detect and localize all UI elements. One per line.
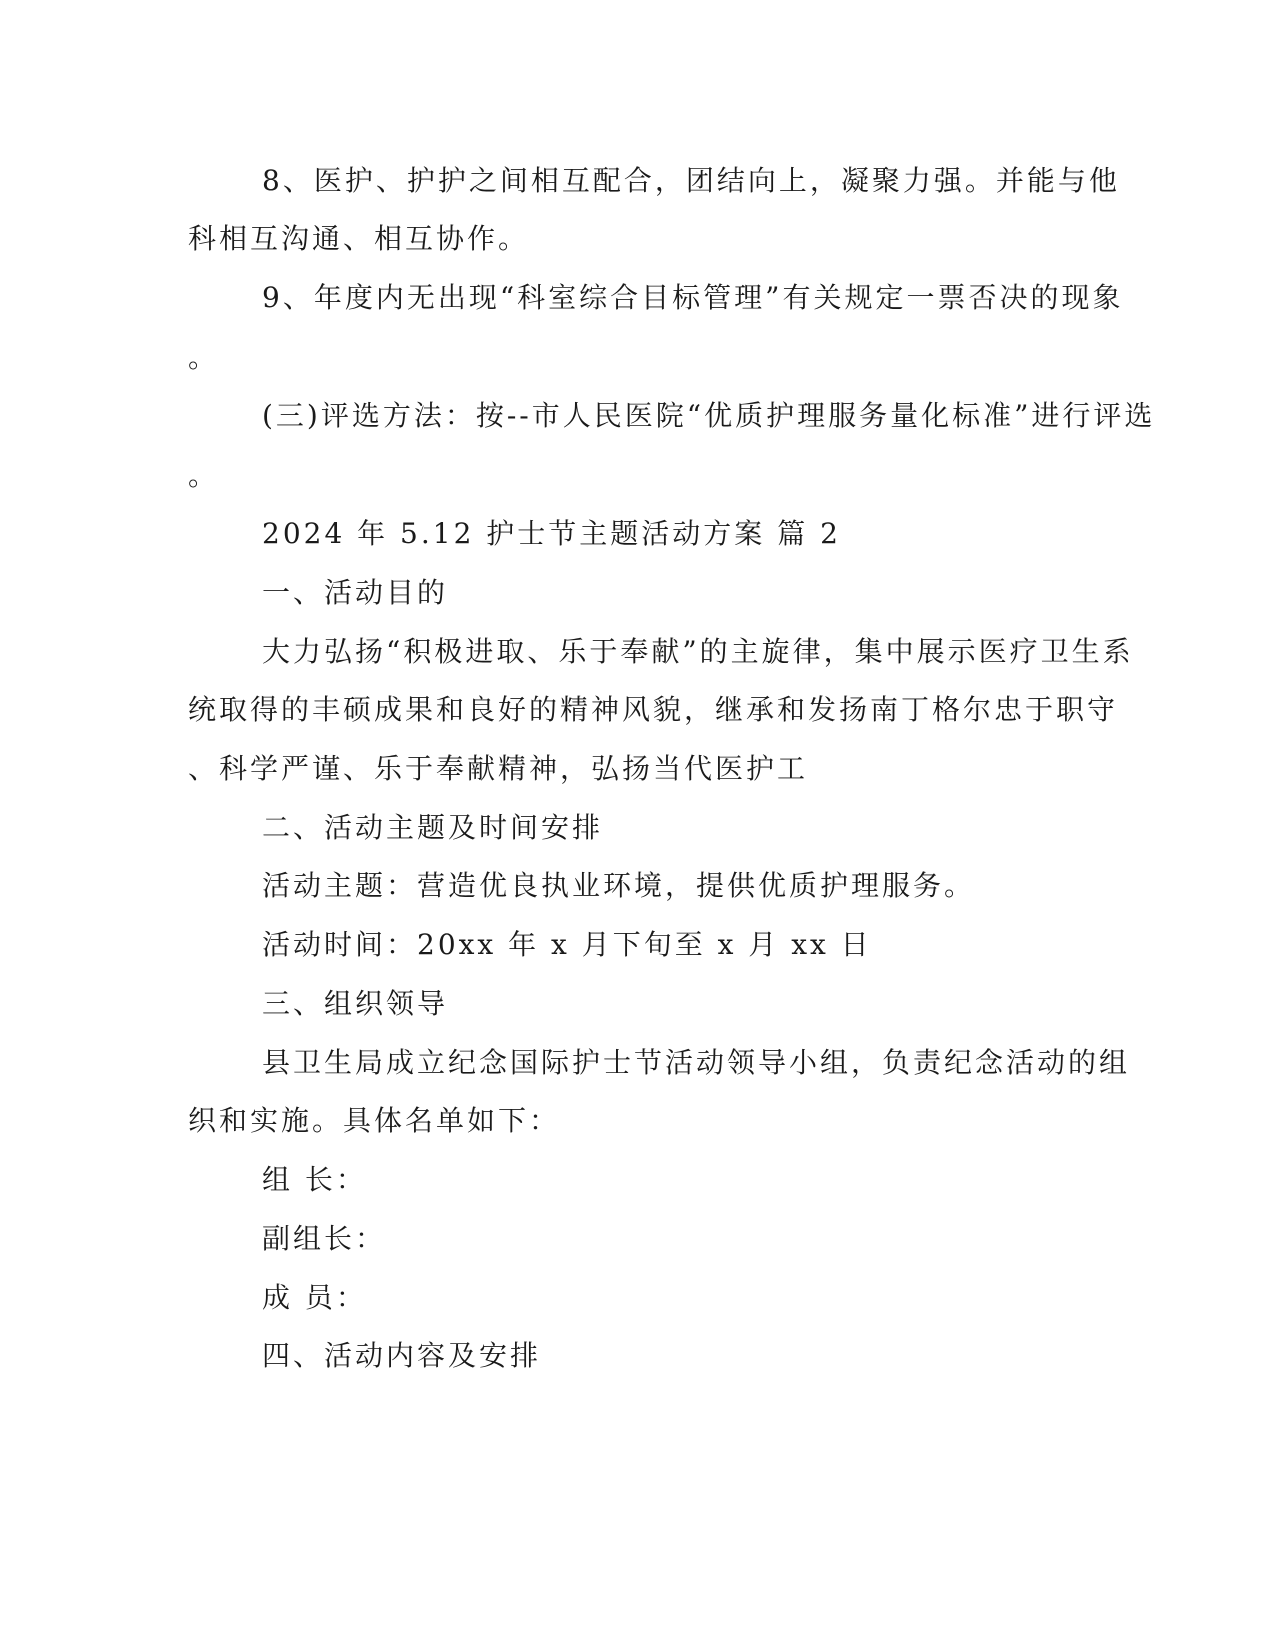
paragraph-item-9-line-1: 9、年度内无出现“科室综合目标管理”有关规定一票否决的现象 [262,281,1124,314]
heading-activity-content: 四、活动内容及安排 [262,1339,542,1372]
paragraph-organization-line-1: 县卫生局成立纪念国际护士节活动领导小组，负责纪念活动的组 [262,1046,1131,1079]
activity-theme: 活动主题：营造优良执业环境，提供优质护理服务。 [262,869,976,902]
paragraph-item-8-line-2: 科相互沟通、相互协作。 [188,222,530,255]
paragraph-item-8-line-1: 8、医护、护护之间相互配合，团结向上，凝聚力强。并能与他 [262,164,1120,197]
paragraph-purpose-line-2: 统取得的丰硕成果和良好的精神风貌，继承和发扬南丁格尔忠于职守 [188,693,1119,726]
heading-activity-purpose: 一、活动目的 [262,576,449,609]
paragraph-organization-line-2: 织和实施。具体名单如下： [188,1104,561,1137]
heading-organization: 三、组织领导 [262,987,449,1020]
section-title: 2024 年 5.12 护士节主题活动方案 篇 2 [262,517,841,550]
paragraph-item-9-line-2: 。 [188,341,220,374]
members-label: 成 员： [262,1281,367,1314]
heading-theme-schedule: 二、活动主题及时间安排 [262,811,604,844]
group-leader-label: 组 长： [262,1163,367,1196]
paragraph-selection-method-line-2: 。 [188,459,220,492]
paragraph-purpose-line-1: 大力弘扬“积极进取、乐于奉献”的主旋律，集中展示医疗卫生系 [262,635,1134,668]
activity-time: 活动时间：20xx 年 x 月下旬至 x 月 xx 日 [262,928,872,961]
deputy-leader-label: 副组长： [262,1222,387,1255]
paragraph-purpose-line-3: 、科学严谨、乐于奉献精神，弘扬当代医护工 [188,752,809,785]
paragraph-selection-method-line-1: (三)评选方法：按--市人民医院“优质护理服务量化标准”进行评选 [262,399,1156,432]
